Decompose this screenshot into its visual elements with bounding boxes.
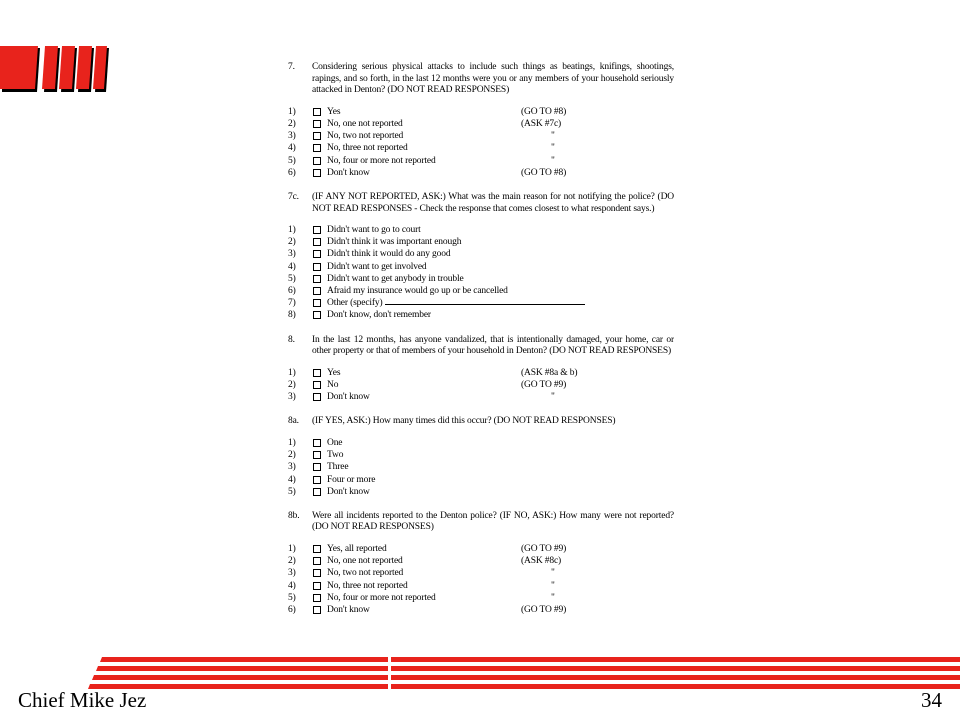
checkbox[interactable]: [313, 545, 321, 553]
response-option: [288, 593, 674, 605]
response-option: [288, 581, 674, 593]
option-number: 2): [288, 556, 296, 567]
option-number: 1): [288, 437, 296, 448]
skip-instruction: (GO TO #9): [521, 379, 567, 390]
checkbox[interactable]: [313, 381, 321, 389]
option-label: Afraid my insurance would go up or be cancelled: [327, 286, 508, 297]
option-label: Didn't want to get involved: [327, 261, 427, 272]
response-option: [288, 605, 674, 617]
option-number: 6): [288, 167, 296, 178]
checkbox[interactable]: [313, 157, 321, 165]
checkbox[interactable]: [313, 582, 321, 590]
response-option: [288, 286, 674, 298]
skip-instruction: ": [551, 143, 555, 154]
option-label: Didn't think it was important enough: [327, 237, 462, 248]
response-option: [288, 310, 674, 322]
option-label: No, one not reported: [327, 556, 403, 567]
option-number: 3): [288, 568, 296, 579]
option-number: 3): [288, 392, 296, 403]
checkbox[interactable]: [313, 439, 321, 447]
option-label: No, one not reported: [327, 118, 403, 129]
option-number: 1): [288, 225, 296, 236]
skip-instruction: ": [551, 592, 555, 603]
response-options: [288, 438, 674, 499]
response-option: [288, 274, 674, 286]
checkbox[interactable]: [313, 476, 321, 484]
question-number: 7c.: [288, 191, 299, 202]
option-label: No, three not reported: [327, 143, 408, 154]
response-option: [288, 544, 674, 556]
option-label: No, two not reported: [327, 568, 404, 579]
response-option: [288, 556, 674, 568]
option-number: 3): [288, 249, 296, 260]
red-bars-logo: [0, 44, 110, 94]
skip-instruction: ": [551, 568, 555, 579]
response-option: [288, 131, 674, 143]
option-number: 1): [288, 544, 296, 555]
option-label: Yes: [327, 106, 341, 117]
response-option: [288, 568, 674, 580]
option-label: No, four or more not reported: [327, 155, 436, 166]
option-number: 5): [288, 592, 296, 603]
response-option: [288, 462, 674, 474]
checkbox[interactable]: [313, 144, 321, 152]
checkbox[interactable]: [313, 463, 321, 471]
option-number: 8): [288, 310, 296, 321]
option-number: 1): [288, 106, 296, 117]
checkbox[interactable]: [313, 169, 321, 177]
option-label: Don't know: [327, 605, 370, 615]
question-8a: [288, 416, 674, 428]
response-option: [288, 107, 674, 119]
option-label: No, four or more not reported: [327, 592, 436, 603]
checkbox[interactable]: [313, 569, 321, 577]
option-number: 4): [288, 474, 296, 485]
question-text: (IF ANY NOT REPORTED, ASK:) What was the main reason for not notifying the police? (DO NOT READ RESPONSES - Check the response that comes closest to what respondent says.): [312, 191, 674, 214]
option-number: 4): [288, 580, 296, 591]
skip-instruction: (ASK #8a & b): [521, 367, 578, 378]
presenter-name: Chief Mike Jez: [18, 688, 147, 712]
option-label: Don't know, don't remember: [327, 310, 431, 321]
checkbox[interactable]: [313, 557, 321, 565]
checkbox[interactable]: [313, 287, 321, 295]
option-number: 5): [288, 273, 296, 284]
checkbox[interactable]: [313, 238, 321, 246]
checkbox[interactable]: [313, 606, 321, 614]
response-option: [288, 380, 674, 392]
checkbox[interactable]: [313, 250, 321, 258]
question-number: 8b.: [288, 510, 300, 521]
question-number: 8.: [288, 334, 295, 345]
option-label: Don't know: [327, 392, 370, 403]
option-number: 6): [288, 605, 296, 615]
skip-instruction: ": [551, 155, 555, 166]
question-8: [288, 335, 674, 358]
checkbox[interactable]: [313, 108, 321, 116]
option-label: Didn't think it would do any good: [327, 249, 451, 260]
option-number: 5): [288, 486, 296, 497]
checkbox[interactable]: [313, 369, 321, 377]
option-label: Other (specify): [327, 298, 383, 309]
skip-instruction: ": [551, 580, 555, 591]
response-option: [288, 475, 674, 487]
option-label: Yes, all reported: [327, 544, 387, 555]
option-number: 4): [288, 261, 296, 272]
option-label: Didn't want to get anybody in trouble: [327, 273, 464, 284]
survey-questionnaire-page: [288, 62, 674, 638]
option-label: Don't know: [327, 167, 370, 178]
option-number: 3): [288, 462, 296, 473]
slide-number: 34: [921, 688, 942, 712]
response-options: [288, 368, 674, 405]
question-8b: [288, 511, 674, 534]
option-number: 3): [288, 131, 296, 142]
question-7: [288, 62, 674, 97]
skip-instruction: (GO TO #8): [521, 106, 567, 117]
option-number: 2): [288, 379, 296, 390]
option-label: One: [327, 437, 343, 448]
checkbox[interactable]: [313, 311, 321, 319]
response-options: [288, 225, 674, 323]
question-7c: [288, 192, 674, 215]
skip-instruction: ": [551, 392, 555, 403]
response-option: [288, 143, 674, 155]
checkbox[interactable]: [313, 226, 321, 234]
skip-instruction: (GO TO #9): [521, 544, 567, 555]
checkbox[interactable]: [313, 120, 321, 128]
response-option: [288, 438, 674, 450]
response-option: [288, 368, 674, 380]
checkbox[interactable]: [313, 132, 321, 140]
option-label: Four or more: [327, 474, 376, 485]
checkbox[interactable]: [313, 451, 321, 459]
option-label: Don't know: [327, 486, 370, 497]
option-number: 2): [288, 237, 296, 248]
checkbox[interactable]: [313, 488, 321, 496]
question-text: Were all incidents reported to the Denton police? (IF NO, ASK:) How many were not reported? (DO NOT READ RESPONSES): [312, 510, 674, 533]
skip-instruction: (GO TO #8): [521, 167, 567, 178]
option-number: 1): [288, 367, 296, 378]
option-label: No, two not reported: [327, 131, 404, 142]
response-option: [288, 298, 674, 310]
response-option: [288, 262, 674, 274]
response-option: [288, 237, 674, 249]
option-number: 4): [288, 143, 296, 154]
option-number: 5): [288, 155, 296, 166]
option-number: 2): [288, 450, 296, 461]
option-label: Two: [327, 450, 344, 461]
option-number: 7): [288, 298, 296, 309]
response-options: [288, 544, 674, 617]
question-text: Considering serious physical attacks to include such things as beatings, knifings, shootings, rapings, and so forth, in the last 12 months were you or any members of your household seriously attacked in Denton? (DO NOT READ RESPONSES): [312, 62, 674, 96]
option-label: No, three not reported: [327, 580, 408, 591]
skip-instruction: ": [551, 131, 555, 142]
skip-instruction: (GO TO #9): [521, 605, 567, 615]
option-label: Yes: [327, 367, 341, 378]
response-option: [288, 156, 674, 168]
specify-blank-line[interactable]: [385, 304, 585, 305]
question-number: 7.: [288, 62, 295, 72]
checkbox[interactable]: [313, 299, 321, 307]
response-option: [288, 450, 674, 462]
response-option: [288, 225, 674, 237]
response-option: [288, 487, 674, 499]
checkbox[interactable]: [313, 263, 321, 271]
skip-instruction: (ASK #8c): [521, 556, 562, 567]
question-text: In the last 12 months, has anyone vandalized, that is intentionally damaged, your home, car or other property or that of members of your household in Denton? (DO NOT READ RESPONSES): [312, 334, 674, 357]
option-label: Didn't want to go to court: [327, 225, 421, 236]
question-number: 8a.: [288, 416, 299, 427]
response-options: [288, 107, 674, 180]
question-text: (IF YES, ASK:) How many times did this occur? (DO NOT READ RESPONSES): [312, 416, 616, 427]
response-option: [288, 249, 674, 261]
option-number: 6): [288, 286, 296, 297]
option-number: 2): [288, 118, 296, 129]
checkbox[interactable]: [313, 594, 321, 602]
option-label: No: [327, 379, 339, 390]
skip-instruction: (ASK #7c): [521, 118, 562, 129]
response-option: [288, 119, 674, 131]
response-option: [288, 168, 674, 180]
checkbox[interactable]: [313, 393, 321, 401]
response-option: [288, 392, 674, 404]
footer-red-stripes: [88, 657, 960, 691]
option-label: Three: [327, 462, 349, 473]
checkbox[interactable]: [313, 275, 321, 283]
